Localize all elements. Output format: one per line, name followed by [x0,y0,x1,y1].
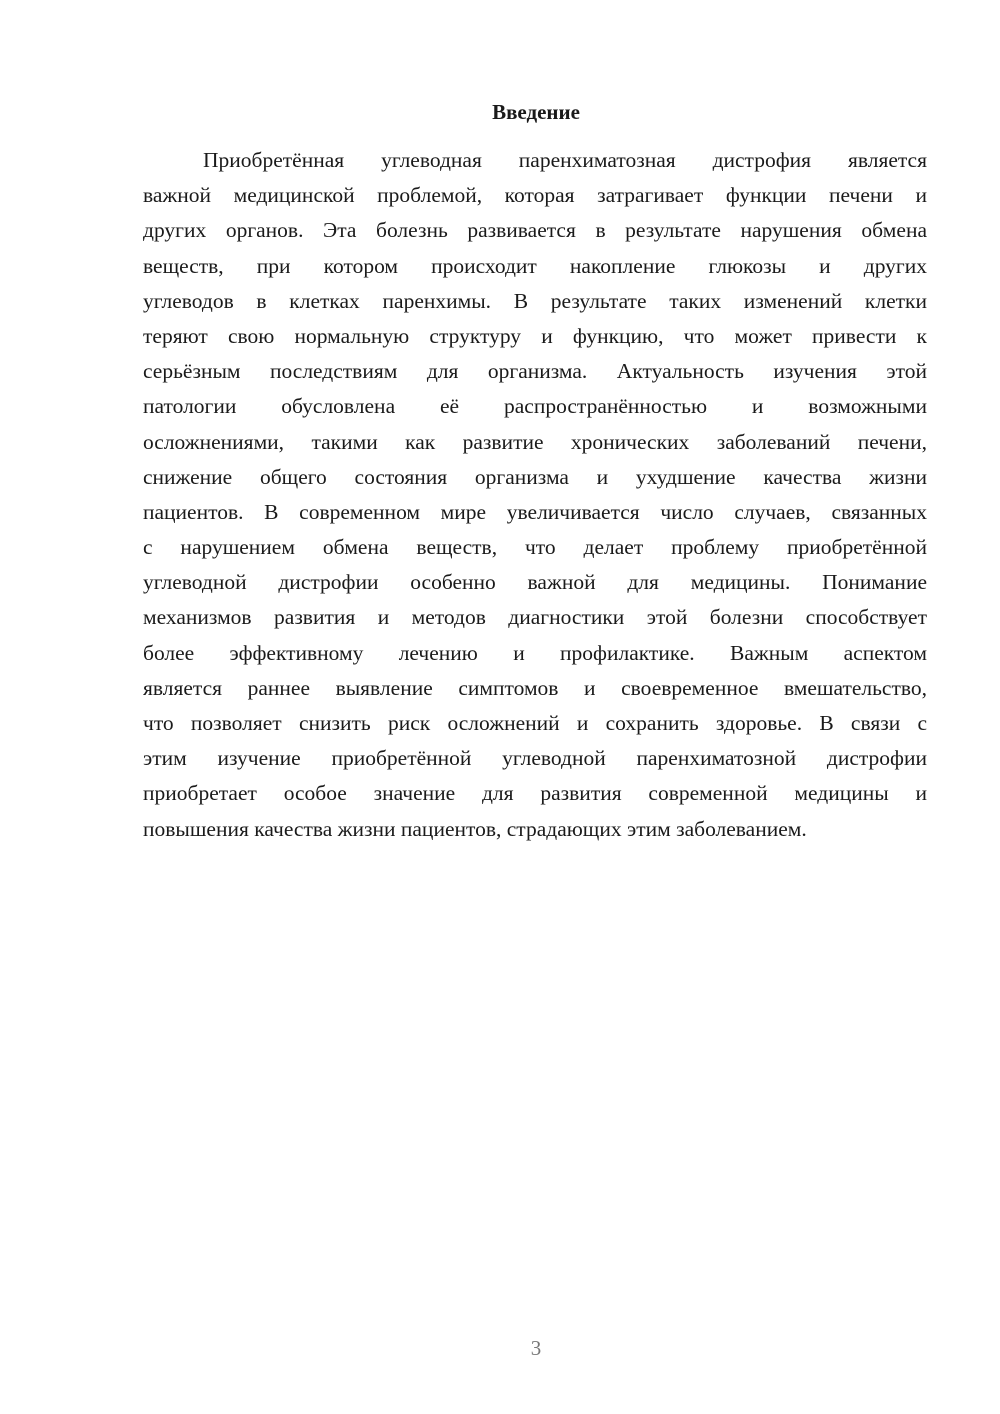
paragraph-line: что позволяет снизить риск осложнений и сохранить здоровье. В связи с [143,711,927,735]
paragraph-line: серьёзным последствиям для организма. Актуальность изучения этой [143,359,927,384]
page-number: 3 [530,1336,542,1360]
paragraph-line: веществ, при котором происходит накопление глюкозы и других [143,253,927,278]
paragraph-line: является раннее выявление симптомов и своевременное вмешательство, [143,675,927,700]
paragraph-line: патологии обусловлена её распространённостью и возможными [143,394,927,419]
paragraph-line: других органов. Эта болезнь развивается в результате нарушения обмена [143,218,927,243]
paragraph-line: важной медицинской проблемой, которая затрагивает функции печени и [143,183,927,208]
paragraph-line: этим изучение приобретённой углеводной паренхиматозной дистрофии [143,746,927,771]
page-heading: Введение [492,100,580,124]
paragraph-line: более эффективному лечению и профилактике. Важным аспектом [143,640,927,665]
paragraph-line: углеводов в клетках паренхимы. В результате таких изменений клетки [143,288,927,313]
paragraph-line: осложнениями, такими как развитие хронических заболеваний печени, [143,429,927,454]
paragraph-line: с нарушением обмена веществ, что делает проблему приобретённой [143,535,927,560]
paragraph-line: механизмов развития и методов диагностики этой болезни способствует [143,605,927,630]
paragraph-line: повышения качества жизни пациентов, страдающих этим заболеванием. [143,816,807,841]
paragraph-line: снижение общего состояния организма и ухудшение качества жизни [143,464,927,489]
paragraph-line: пациентов. В современном мире увеличивается число случаев, связанных [143,499,927,524]
paragraph-line: Приобретённая углеводная паренхиматозная дистрофия является [203,148,927,172]
paragraph-line: приобретает особое значение для развития современной медицины и [143,781,927,806]
paragraph-line: теряют свою нормальную структуру и функцию, что может привести к [143,323,927,348]
paragraph [143,143,927,847]
paragraph-line: углеводной дистрофии особенно важной для медицины. Понимание [143,570,927,595]
